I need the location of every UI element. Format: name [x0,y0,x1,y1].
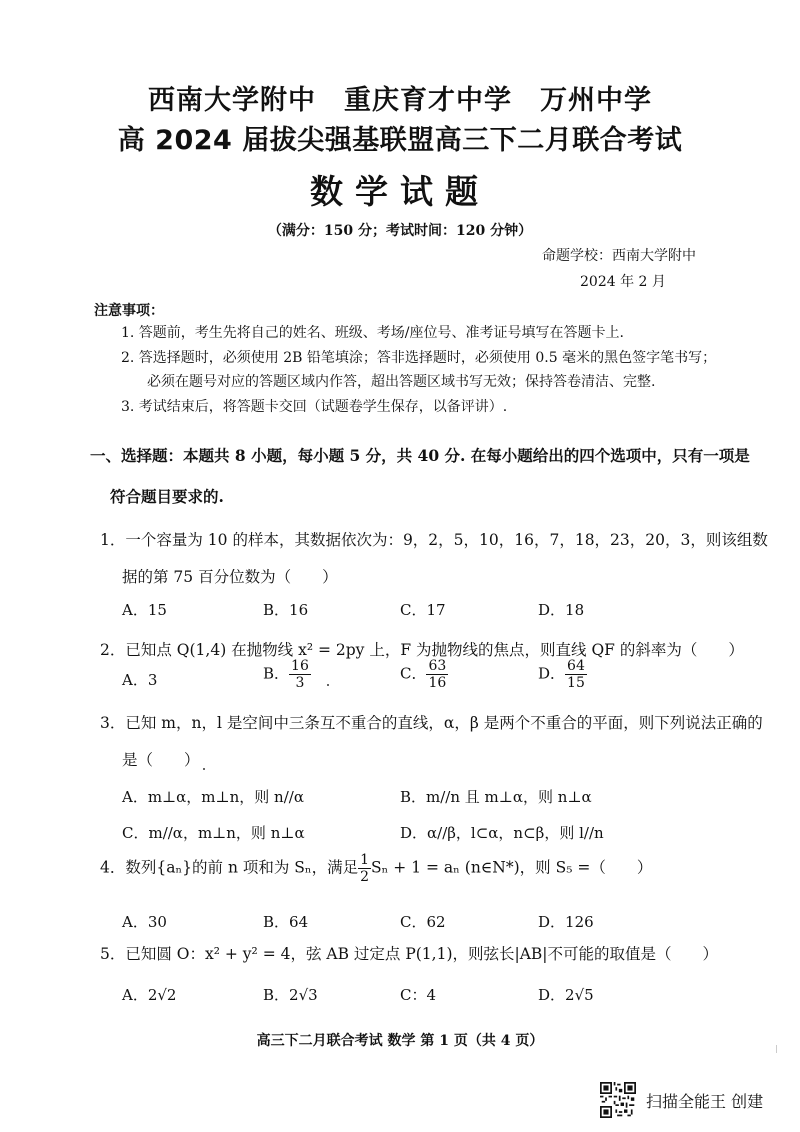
q5-option-d: D．2√5 [538,986,594,1004]
q5-stem: 5．已知圆 O：x² + y² = 4，弦 AB 过定点 P(1,1)，则弦长|AB|不可能的取值是（ ） [100,945,719,963]
qr-code-icon [600,1082,636,1118]
exam-name: 高 2024 届拔尖强基联盟高三下二月联合考试 [117,125,683,156]
scan-speck [203,768,205,770]
note-item: 必须在题号对应的答题区域内作答，超出答题区域书写无效；保持答卷清洁、完整. [147,374,656,390]
q3-option-b: B．m//n 且 m⊥α，则 n⊥α [400,788,592,806]
numerator: 1 [360,852,370,868]
notes-title: 注意事项： [94,303,164,319]
q2-option-c-fraction [426,658,448,691]
q1-option-c: C．17 [400,601,446,619]
q4-option-c: C．62 [400,913,446,931]
q5-option-a: A．2√2 [122,986,177,1004]
school-names: 西南大学附中 重庆育才中学 万州中学 [148,85,652,116]
q1-stem-cont: 据的第 75 百分位数为（ ） [122,568,338,586]
numerator: 16 [291,658,309,674]
q3-option-c: C．m//α，m⊥n，则 n⊥α [122,824,305,842]
section-heading-cont: 符合题目要求的. [110,487,224,506]
scanner-watermark: 扫描全能王 创建 [646,1092,764,1111]
q2-option-c [400,658,448,691]
q1-option-b: B．16 [263,601,309,619]
denominator: 15 [567,675,585,691]
numerator: 64 [567,658,585,674]
q3-option-d: D．α//β，l⊂α，n⊂β，则 l//n [400,824,604,842]
page-footer: 高三下二月联合考试 数学 第 1 页（共 4 页） [256,1033,544,1049]
score-time: （满分：150 分；考试时间：120 分钟） [267,223,533,239]
denominator: 3 [295,675,305,691]
note-item: 1. 答题前，考生先将自己的姓名、班级、考场/座位号、准考证号填写在答题卡上. [121,325,624,341]
q4-stem-post: Sₙ + 1 = aₙ (n∈N*)，则 S₅ =（ ） [371,858,653,877]
q5-option-c: C：4 [400,986,437,1004]
section-heading: 一、选择题：本题共 8 小题，每小题 5 分，共 40 分. 在每小题给出的四个选项中，只有一项是 [90,446,750,465]
note-item: 2. 答选择题时，必须使用 2B 铅笔填涂；答非选择题时，必须使用 0.5 毫米的黑色签字笔书写； [121,350,717,366]
q3-stem-cont: 是（ ） [122,751,200,769]
scan-speck [776,1045,777,1053]
numerator: 63 [428,658,447,674]
q4-fraction [358,852,371,885]
q4-stem-pre: 4．数列{aₙ}的前 n 项和为 Sₙ，满足 [100,858,359,877]
scan-speck [327,684,329,686]
q4-option-a: A．30 [122,913,167,931]
q3-stem: 3．已知 m，n，l 是空间中三条互不重合的直线，α，β 是两个不重合的平面，则下列说法正确的 [100,714,763,732]
q4-stem [100,852,652,885]
q1-stem: 1．一个容量为 10 的样本，其数据依次为：9，2，5，10，16，7，18，23，20，3，则该组数 [100,531,768,549]
note-item: 3. 考试结束后，将答题卡交回（试题卷学生保存，以备评讲）. [121,399,508,415]
q2-option-b-fraction [289,658,311,691]
q2-stem: 2．已知点 Q(1,4) 在抛物线 x² = 2py 上，F 为抛物线的焦点，则直线 QF 的斜率为（ ） [100,641,744,659]
q2-option-b [263,658,311,691]
q5-option-b: B．2√3 [263,986,318,1004]
q2-option-a: A．3 [122,671,158,689]
q4-option-b: B．64 [263,913,309,931]
q2-option-d-fraction [565,658,587,691]
q2-option-d [538,658,587,691]
q2-option-c-label: C． [400,664,427,683]
exam-date: 2024 年 2 月 [580,274,666,290]
q4-option-d: D．126 [538,913,594,931]
q3-option-a: A．m⊥α，m⊥n，则 n//α [122,788,304,806]
denominator: 2 [360,869,370,885]
denominator: 16 [428,675,447,691]
q2-option-b-label: B． [263,664,290,683]
setter-school: 命题学校：西南大学附中 [542,248,696,264]
subject-title: 数学试题 [310,172,490,211]
q1-option-d: D．18 [538,601,585,619]
q1-option-a: A．15 [122,601,167,619]
q2-option-d-label: D． [538,664,566,683]
